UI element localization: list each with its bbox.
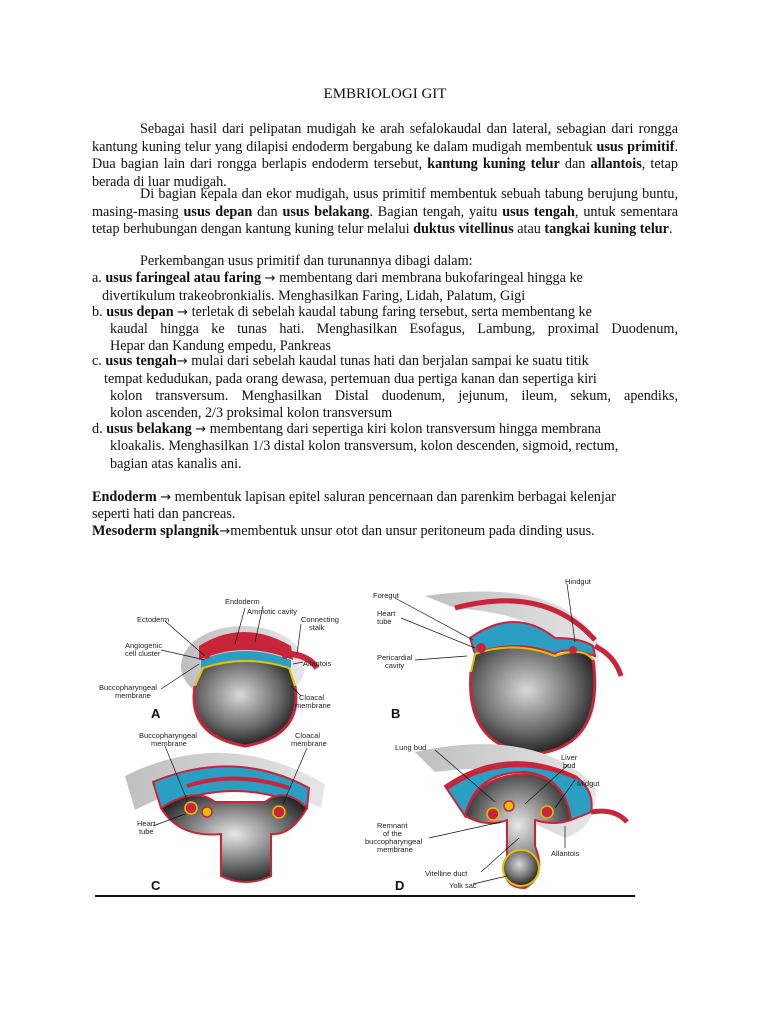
list-b-line1: terletak di sebelah kaudal tabung faring tersebut, serta membentang ke (188, 304, 592, 320)
p2-text-5: atau (513, 221, 545, 238)
arrow-icon: → (160, 490, 172, 505)
arrow-icon: → (195, 422, 207, 437)
list-d-title: usus belakang (106, 421, 192, 437)
label-vitelline-duct: Vitelline duct (425, 869, 468, 878)
label-membrane-a: membrane (115, 691, 151, 700)
p2-bold-usus-depan: usus depan (183, 203, 253, 220)
arrow-icon: → (219, 524, 231, 539)
arrow-icon: → (177, 305, 189, 320)
label-endoderm: Endoderm (225, 597, 260, 606)
list-c-line4: kolon ascenden, 2/3 proksimal kolon transversum (110, 405, 393, 421)
arrow-icon: → (264, 271, 276, 286)
p2-bold-usus-belakang: usus belakang (282, 203, 370, 220)
arrow-icon: → (176, 354, 188, 369)
list-b-marker: b. (92, 304, 107, 320)
label-buccopharyngeal-d: buccopharyngeal (365, 837, 423, 846)
list-d-line3: bagian atas kanalis ani. (110, 456, 242, 472)
list-a-line2: divertikulum trakeobronkialis. Menghasilkan Faring, Lidah, Palatum, Gigi (102, 288, 526, 304)
label-buccopharyngeal-a: Buccopharyngeal (99, 683, 157, 692)
p2-text-6: . (668, 221, 673, 238)
label-tube-b: tube (377, 617, 392, 626)
p2-text-1: Di bagian kepala dan ekor mudigah, usus primitif membentuk sebuah tabung berujung buntu, masing-masing (92, 186, 678, 220)
label-pericardial-cavity: cavity (385, 661, 405, 670)
endoderm-text: membentuk lapisan epitel saluran pencernaan dan parenkim berbagai kelenjar (171, 489, 616, 505)
p2-text-2: dan (252, 203, 283, 220)
embryology-figure (95, 576, 635, 898)
label-of-the: of the (383, 829, 402, 838)
label-membrane-d: membrane (377, 845, 413, 854)
p1-text-1: Sebagai hasil dari pelipatan mudigah ke arah sefalokaudal dan lateral, sebagian dari rongga kantung kuning telur yang dilapisi endoderm bergabung ke dalam mudigah membentuk (92, 121, 678, 155)
label-liver: Liver (561, 753, 578, 762)
list-a-title: usus faringeal atau faring (105, 270, 262, 286)
p2-text-3: . Bagian tengah, yaitu (369, 203, 503, 220)
label-stalk: stalk (309, 623, 325, 632)
label-amniotic-cavity: Amniotic cavity (247, 607, 298, 616)
list-d-marker: d. (92, 421, 107, 437)
label-allantois-d: Allantois (551, 849, 580, 858)
list-item-c (92, 353, 589, 371)
list-a-line1: membentang dari membrana bukofaringeal hingga ke (275, 270, 583, 286)
list-b-line3: Hepar dan Kandung empedu, Pankreas (110, 338, 332, 354)
label-heart-b: Heart (377, 609, 396, 618)
label-angiogenic: Angiogenic (125, 641, 163, 650)
p2-bold-tangkai-kuning-telur: tangkai kuning telur (544, 221, 669, 238)
p1-text-3: dan (559, 156, 591, 173)
label-hindgut: Hindgut (565, 577, 591, 586)
endoderm-line (92, 489, 616, 507)
label-connecting: Connecting (301, 615, 339, 624)
p1-text-2: . Dua bagian lain dari rongga berlapis endoderm tersebut, (92, 138, 678, 173)
list-b-line2: kaudal hingga ke tunas hati. Menghasilkan Esofagus, Lambung, proximal Duodenum, (110, 321, 678, 337)
label-cell-cluster: cell cluster (125, 649, 161, 658)
p2-bold-duktus-vitellinus: duktus vitellinus (413, 221, 514, 238)
label-cloacal-a: Cloacal (299, 693, 325, 702)
paragraph-2 (92, 186, 678, 239)
p2-bold-usus-tengah: usus tengah (502, 203, 575, 220)
label-heart-c: Heart (137, 819, 156, 828)
paragraph-1 (92, 121, 678, 191)
list-item-b (92, 304, 592, 322)
label-pericardial: Pericardial (377, 653, 413, 662)
mesoderm-text: membentuk unsur otot dan unsur peritoneum pada dinding usus. (230, 523, 595, 539)
label-midgut: Midgut (577, 779, 600, 788)
label-tube-c: tube (139, 827, 154, 836)
label-lung-bud: Lung bud (395, 743, 427, 752)
label-cloacal-c: Cloacal (295, 731, 321, 740)
label-membrane-c: membrane (151, 739, 187, 748)
label-remnant: Remnant (377, 821, 408, 830)
p1-bold-allantois: allantois (590, 156, 642, 173)
label-cloacal-membrane-a: membrane (295, 701, 331, 710)
label-liver-bud: bud (563, 761, 576, 770)
label-cloacal-membrane-c: membrane (291, 739, 327, 748)
list-c-line3: kolon transversum. Menghasilkan Distal duodenum, jejunum, ileum, sekum, apendiks, (110, 388, 678, 404)
page-title: EMBRIOLOGI GIT (323, 86, 447, 102)
paragraph-3: Perkembangan usus primitif dan turunannya dibagi dalam: (140, 253, 473, 269)
list-c-title: usus tengah (105, 353, 177, 369)
panel-letter-d: D (395, 878, 405, 893)
panel-letter-c: C (151, 878, 161, 893)
panel-letter-a: A (151, 706, 161, 721)
list-b-title: usus depan (106, 304, 174, 320)
endoderm-title: Endoderm (92, 489, 157, 505)
list-item-d (92, 421, 601, 439)
p1-bold-kantung-kuning-telur: kantung kuning telur (427, 156, 560, 173)
label-ectoderm: Ectoderm (137, 615, 170, 624)
list-c-marker: c. (92, 353, 106, 369)
p1-bold-usus-primitif: usus primitif (596, 138, 675, 155)
list-c-line1: mulai dari sebelah kaudal tunas hati dan berjalan sampai ke suatu titik (187, 353, 589, 369)
panel-letter-b: B (391, 706, 401, 721)
list-a-marker: a. (92, 270, 106, 286)
endoderm-line2: seperti hati dan pancreas. (92, 506, 236, 522)
p2-text-4: , untuk sementara tetap berhubungan dengan kantung kuning telur melalui (92, 203, 678, 238)
label-yolk-sac: Yolk sac (449, 881, 477, 890)
embryology-diagram (95, 576, 635, 898)
mesoderm-line (92, 523, 595, 541)
label-allantois-a: Allantois (303, 659, 332, 668)
mesoderm-title: Mesoderm splangnik (92, 523, 220, 539)
label-foregut: Foregut (373, 591, 399, 600)
list-d-line2: kloakalis. Menghasilkan 1/3 distal kolon transversum, kolon descenden, sigmoid, rectum, (110, 438, 619, 454)
list-item-a (92, 270, 583, 288)
label-buccopharyngeal-c: Buccopharyngeal (139, 731, 197, 740)
p1-text-4: , tetap berada di luar mudigah. (92, 156, 678, 190)
list-c-line2: tempat kedudukan, pada orang dewasa, pertemuan dua pertiga kanan dan sepertiga kiri (104, 371, 597, 387)
list-d-line1: membentang dari sepertiga kiri kolon transversum hingga membrana (206, 421, 601, 437)
